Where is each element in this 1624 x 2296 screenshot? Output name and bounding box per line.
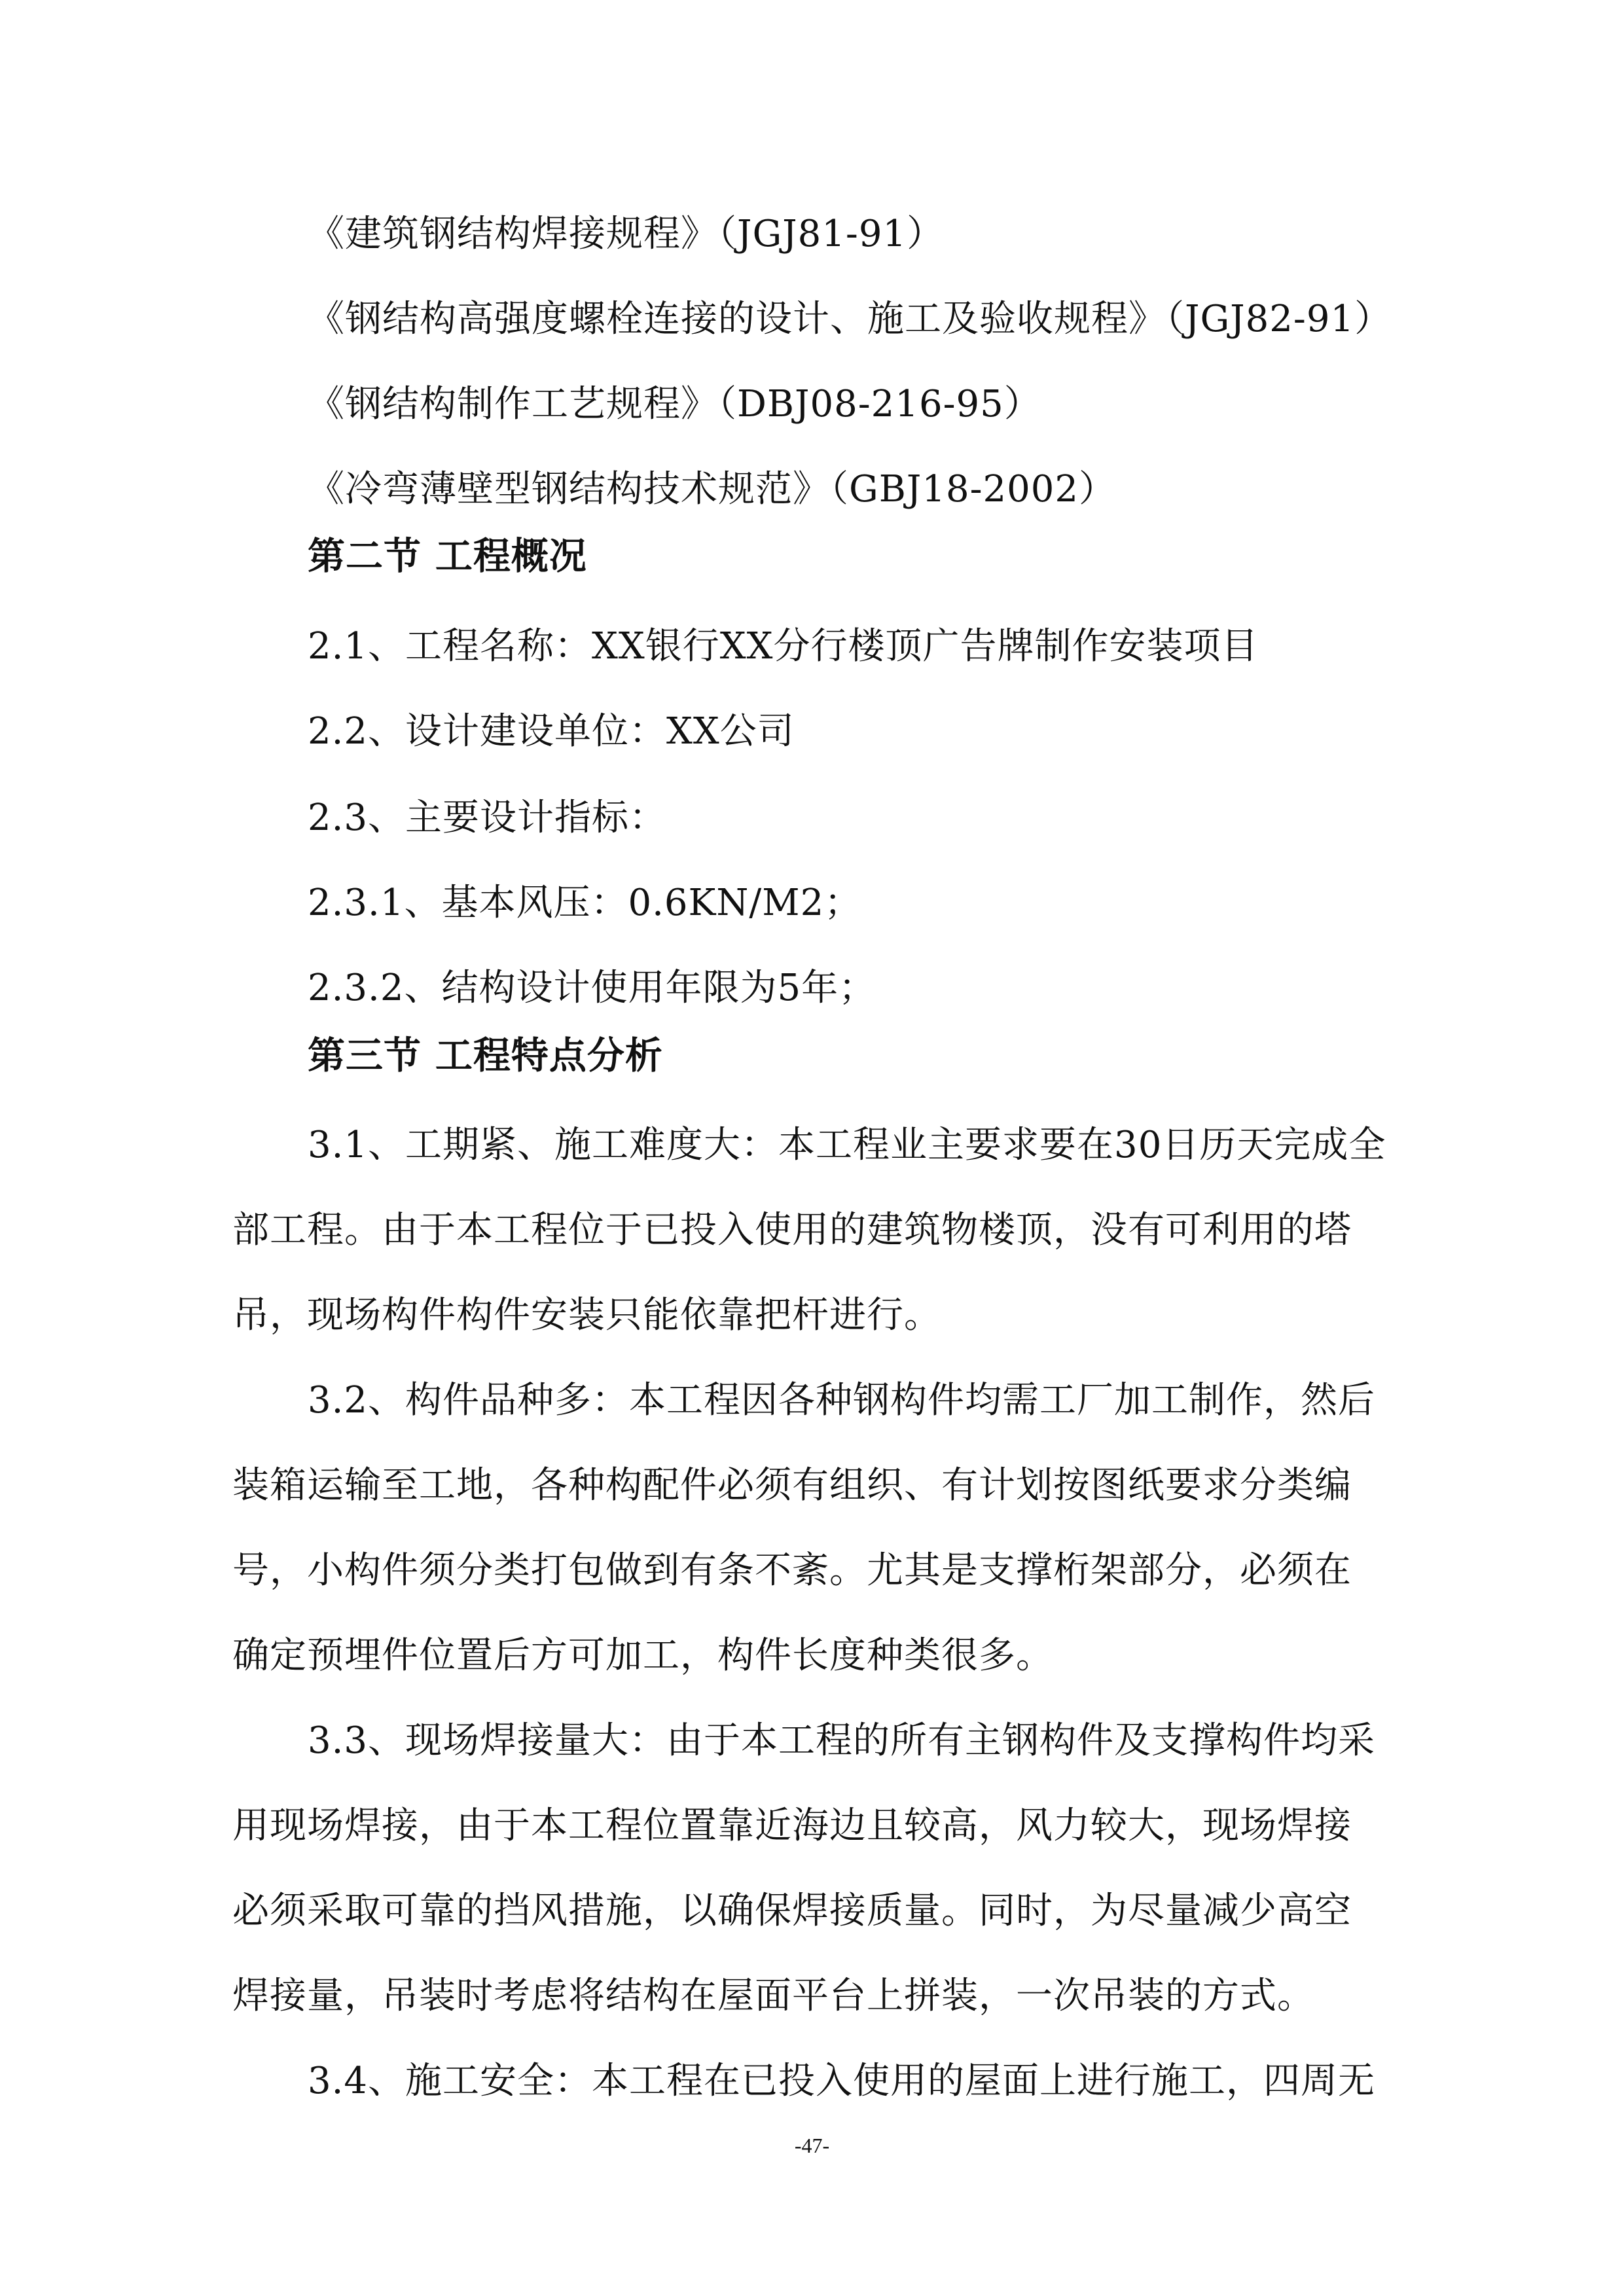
paragraph-line: 3.4、施工安全：本工程在已投入使用的屋面上进行施工，四周无 <box>308 2060 1376 2102</box>
reference-item: 《钢结构高强度螺栓连接的设计、施工及验收规程》（JGJ82-91） <box>308 298 1392 340</box>
paragraph-line: 3.1、工期紧、施工难度大：本工程业主要求要在30日历天完成全 <box>308 1124 1386 1166</box>
reference-item: 《冷弯薄壁型钢结构技术规范》（GBJ18-2002） <box>308 468 1117 511</box>
page-number: -47- <box>794 2134 830 2157</box>
reference-item: 《钢结构制作工艺规程》（DBJ08-216-95） <box>308 383 1041 425</box>
overview-item: 2.3.2、结构设计使用年限为5年； <box>308 967 876 1009</box>
paragraph-line: 吊，现场构件构件安装只能依靠把杆进行。 <box>232 1294 941 1336</box>
paragraph-line: 焊接量，吊装时考虑将结构在屋面平台上拼装，一次吊装的方式。 <box>232 1975 1314 2017</box>
paragraph-line: 用现场焊接，由于本工程位置靠近海边且较高，风力较大，现场焊接 <box>232 1804 1352 1847</box>
overview-item: 2.1、工程名称：XX银行XX分行楼顶广告牌制作安装项目 <box>308 625 1259 668</box>
overview-item: 2.3、主要设计指标： <box>308 797 667 839</box>
paragraph-line: 部工程。由于本工程位于已投入使用的建筑物楼顶，没有可利用的塔 <box>232 1209 1352 1251</box>
overview-item: 2.2、设计建设单位：XX公司 <box>308 710 795 753</box>
section-heading: 第二节 工程概况 <box>308 535 587 578</box>
paragraph-line: 确定预埋件位置后方可加工，构件长度种类很多。 <box>232 1634 1053 1677</box>
paragraph-line: 3.3、现场焊接量大：由于本工程的所有主钢构件及支撑构件均采 <box>308 1719 1376 1762</box>
paragraph-line: 装箱运输至工地，各种构配件必须有组织、有计划按图纸要求分类编 <box>232 1464 1352 1507</box>
reference-item: 《建筑钢结构焊接规程》（JGJ81-91） <box>308 213 945 255</box>
paragraph-line: 号，小构件须分类打包做到有条不紊。尤其是支撑桁架部分，必须在 <box>232 1549 1352 1592</box>
section-heading: 第三节 工程特点分析 <box>308 1034 663 1077</box>
paragraph-line: 3.2、构件品种多：本工程因各种钢构件均需工厂加工制作，然后 <box>308 1379 1376 1422</box>
paragraph-line: 必须采取可靠的挡风措施，以确保焊接质量。同时，为尽量减少高空 <box>232 1890 1352 1932</box>
overview-item: 2.3.1、基本风压：0.6KN/M2； <box>308 882 862 924</box>
